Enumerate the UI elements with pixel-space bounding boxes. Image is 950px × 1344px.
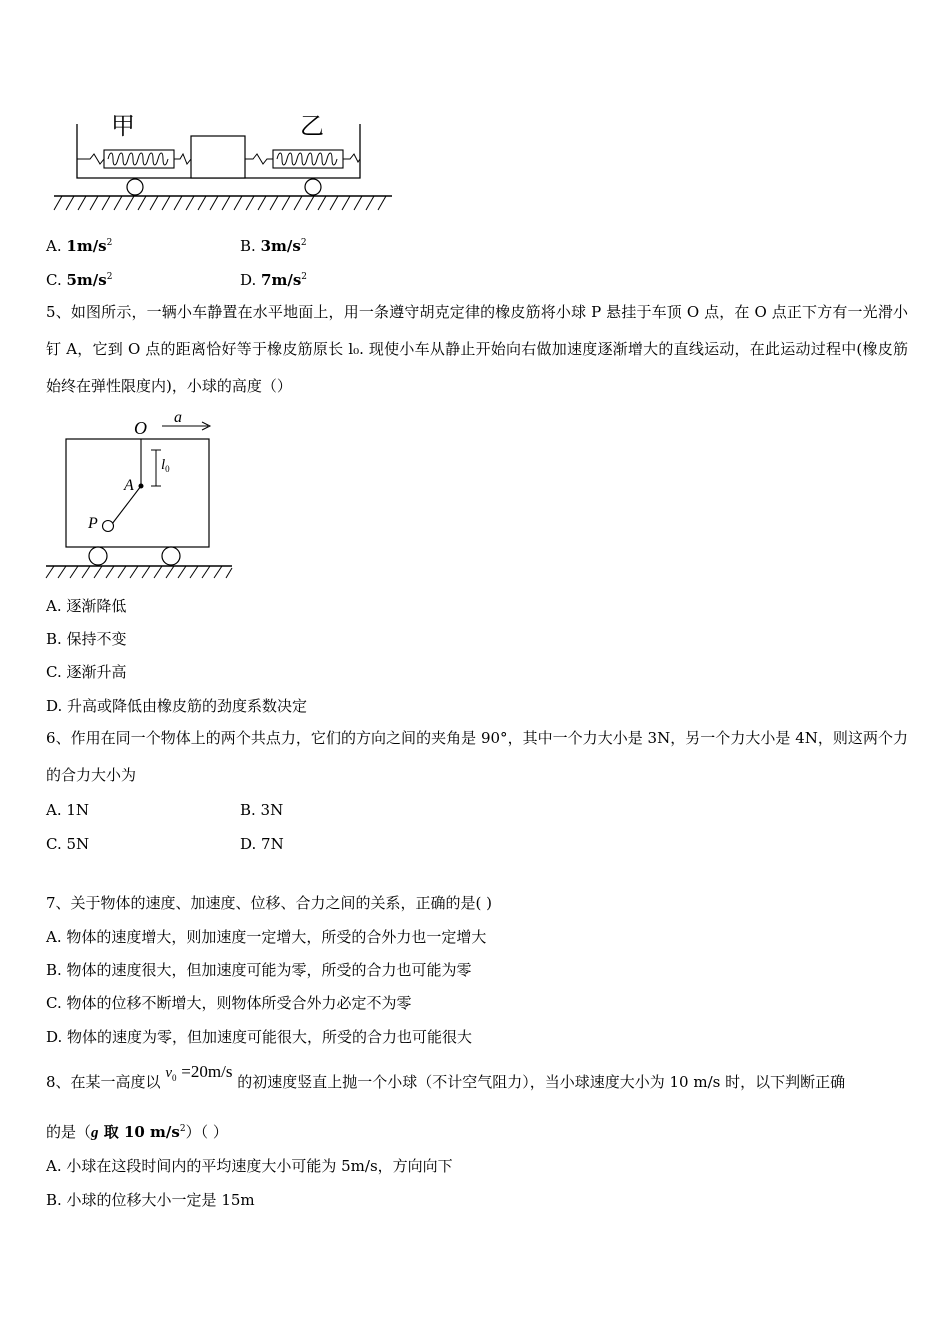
q8-option-b: B. 小球的位移大小一定是 15m [46,1191,255,1209]
q8-suffix: 的初速度竖直上抛一个小球（不计空气阻力），当小球速度大小为 10 m/s 时，以下判断正确 [237,1073,846,1091]
q6-option-c: C. 5N [46,835,90,853]
option-sup: 2 [301,272,308,282]
option-value: 3m/s [260,237,301,255]
spring-cart-figure [50,110,395,215]
q6-option-d: D. 7N [240,835,284,853]
q7-option-b: B. 物体的速度很大，但加速度可能为零，所受的合力也可能为零 [46,961,472,979]
g-symbol: g [91,1125,99,1141]
label-p: P [88,515,98,532]
q8-option-a: A. 小球在这段时间内的平均速度大小可能为 5m/s，方向向下 [46,1157,453,1175]
label-o: O [134,418,147,438]
v0-sub: 0 [172,1073,177,1083]
q6-option-a: A. 1N [46,801,90,819]
option-sup: 2 [106,272,113,282]
option-value: 7m/s [261,271,302,289]
option-letter: D. [240,271,257,289]
q6-option-b: B. 3N [240,801,284,819]
q5-stem: 5、如图所示，一辆小车静置在水平地面上，用一条遵守胡克定律的橡皮筋将小球 P 悬挂于车顶 O 点，在 O 点正下方有一光滑小钉 A，它到 O 点的距离恰好等于橡皮筋原长 l₀. 现使小车从静止开始向右做加速度逐渐增大的直线运动，在此运动过程中(橡皮筋始终在弹性限度内)，小球的高度（） [46,303,908,395]
q5-option-d: D. 升高或降低由橡皮筋的劲度系数决定 [46,697,308,715]
option-letter: C. [46,271,62,289]
q6-stem: 6、作用在同一个物体上的两个共点力，它们的方向之间的夹角是 90°，其中一个力大小是 3N，另一个力大小是 4N，则这两个力的合力大小为 [46,729,908,784]
q8-prefix: 8、在某一高度以 [46,1073,161,1091]
option-sup: 2 [300,238,307,248]
option-letter: B. [240,237,256,255]
q8-line2-sup: 2 [179,1124,186,1134]
label-a-accel: a [174,410,182,426]
q8-v0 [165,1065,176,1081]
label-jia: 甲 [111,114,135,140]
q7-option-d: D. 物体的速度为零，但加速度可能很大，所受的合力也可能很大 [46,1028,473,1046]
v0-value: =20m/s [181,1062,233,1081]
cart-pendulum-figure [42,410,237,582]
label-yi: 乙 [300,114,324,140]
q7-option-a: A. 物体的速度增大，则加速度一定增大，所受的合外力也一定增大 [46,928,487,946]
q5-option-b: B. 保持不变 [46,630,127,648]
q8-line2-mid: 取 10 m/s [98,1123,180,1141]
option-letter: A. [46,237,62,255]
q8-stem-line1 [46,1062,846,1098]
v0-symbol: v [165,1065,172,1081]
option-sup: 2 [106,238,113,248]
label-l0: $l_0$ [161,457,170,474]
q4-option-d [240,270,307,290]
q7-stem: 7、关于物体的速度、加速度、位移、合力之间的关系，正确的是( ) [46,894,493,912]
q8-stem-line2 [46,1122,228,1143]
label-a-nail: A [124,477,134,494]
option-value: 1m/s [66,237,107,255]
q4-option-b [240,236,307,256]
option-value: 5m/s [66,271,107,289]
q4-option-c [46,270,112,290]
q8-line2-suffix: ）（ ） [185,1123,228,1141]
q5-option-c: C. 逐渐升高 [46,663,127,681]
q5-option-a: A. 逐渐降低 [46,597,127,615]
q8-line2-prefix: 的是（ [46,1123,92,1141]
q7-option-c: C. 物体的位移不断增大，则物体所受合外力必定不为零 [46,994,412,1012]
q4-option-a [46,236,112,256]
